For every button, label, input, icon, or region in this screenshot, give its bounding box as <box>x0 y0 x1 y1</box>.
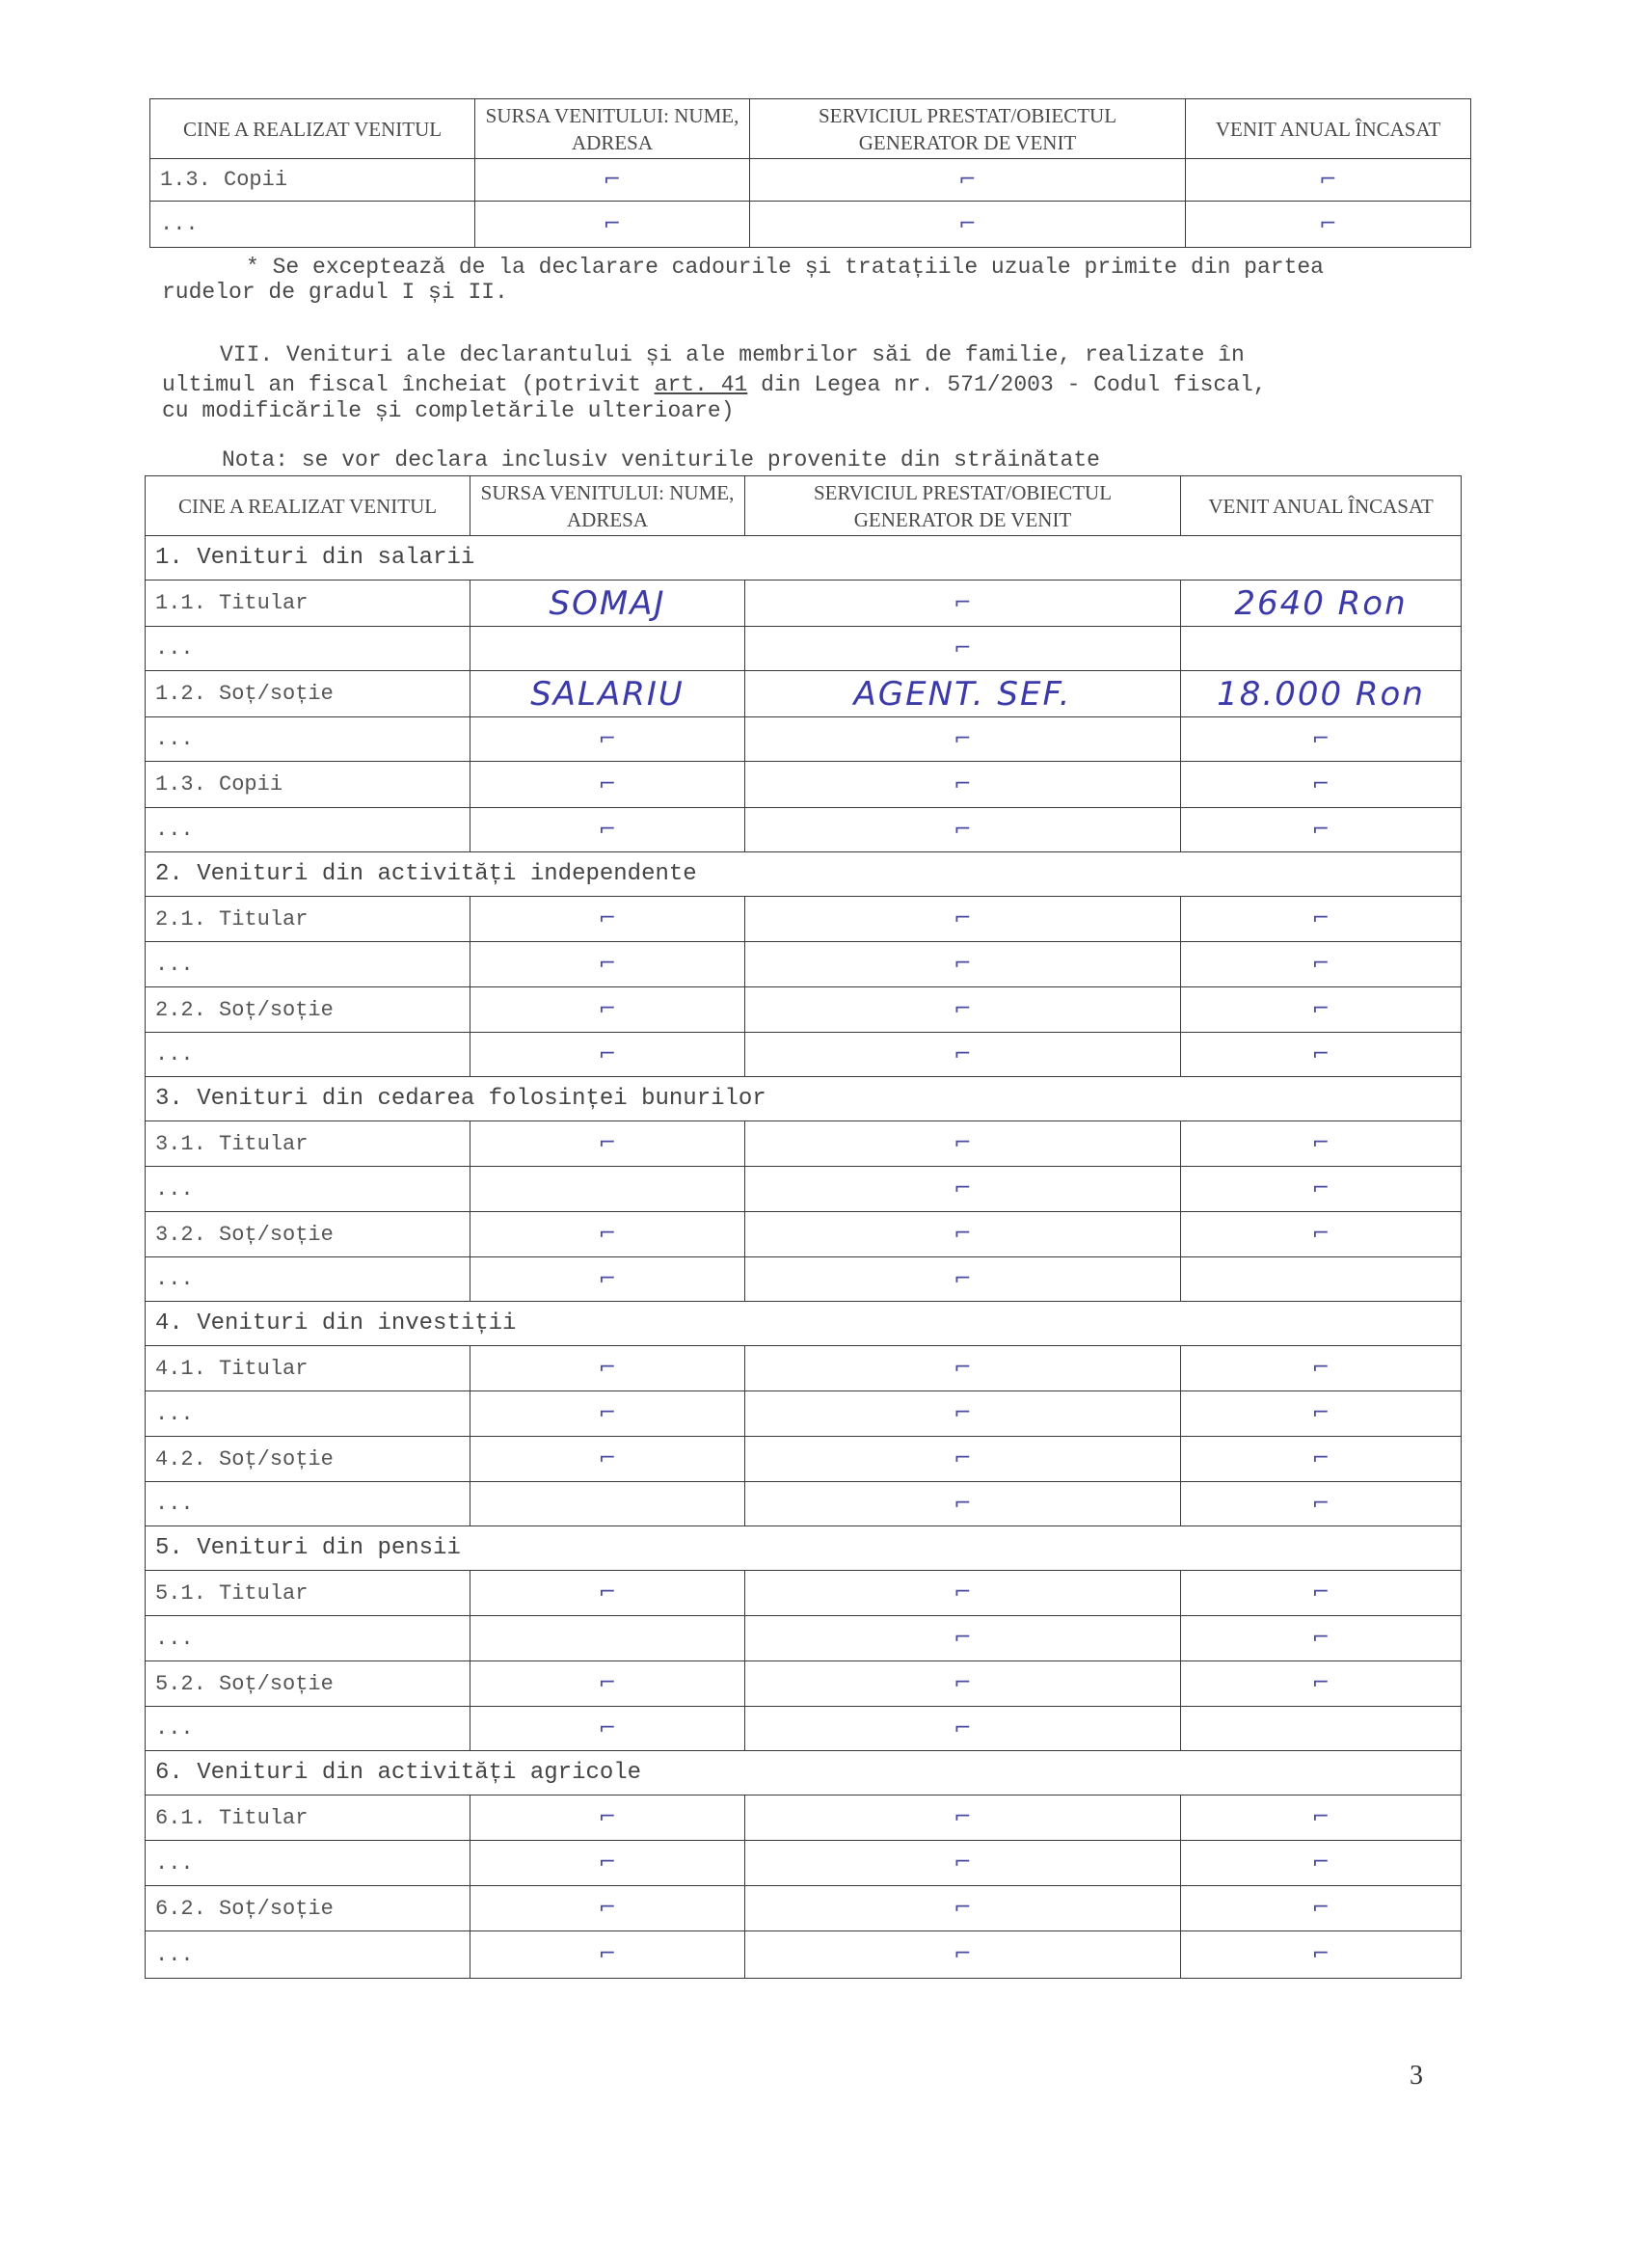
dash-mark: ⌐ <box>954 1131 972 1155</box>
row-label: ... <box>146 1391 470 1437</box>
dash-mark: ⌐ <box>1311 1805 1330 1829</box>
dash-mark: ⌐ <box>598 771 617 796</box>
dash-mark: ⌐ <box>603 211 622 236</box>
table-row <box>146 1796 1462 1841</box>
dash-mark: ⌐ <box>954 1401 972 1425</box>
dash-mark: ⌐ <box>598 1131 617 1155</box>
dash-mark: ⌐ <box>598 1222 617 1246</box>
table-row <box>146 897 1462 942</box>
dash-mark: ⌐ <box>1311 1626 1330 1650</box>
row-label: 4.2. Soț/soție <box>146 1437 470 1482</box>
dash-mark: ⌐ <box>598 1041 617 1066</box>
row-label: 4.1. Titular <box>146 1346 470 1391</box>
dash-mark: ⌐ <box>954 1580 972 1605</box>
dash-mark: ⌐ <box>1311 952 1330 976</box>
table-row <box>146 808 1462 852</box>
row-label: 2.1. Titular <box>146 897 470 942</box>
handwritten-value: 18.000 Ron <box>1217 674 1425 714</box>
dash-mark: ⌐ <box>1311 1491 1330 1516</box>
table-header-row <box>146 476 1462 536</box>
row-label: 3.2. Soț/soție <box>146 1212 470 1257</box>
table-row <box>150 202 1471 248</box>
table-row <box>146 1167 1462 1212</box>
section-heading: 2. Venituri din activități independente <box>146 852 1462 897</box>
dash-mark: ⌐ <box>1311 1580 1330 1605</box>
section-vii-text: ultimul an fiscal încheiat (potrivit <box>162 372 655 397</box>
row-label: ... <box>146 1616 470 1661</box>
handwritten-value: SALARIU <box>530 674 685 714</box>
table-row <box>146 1212 1462 1257</box>
header-cell: SURSA VENITULUI: NUME, ADRESA <box>470 476 745 536</box>
dash-mark: ⌐ <box>1311 906 1330 931</box>
dash-mark: ⌐ <box>1311 1222 1330 1246</box>
dash-mark: ⌐ <box>954 1671 972 1695</box>
handwritten-value: SOMAJ <box>549 583 666 623</box>
table-row <box>146 1931 1462 1979</box>
row-label: ... <box>146 717 470 762</box>
dash-mark: ⌐ <box>598 1671 617 1695</box>
section-heading: 4. Venituri din investiții <box>146 1302 1462 1346</box>
table-row <box>146 1391 1462 1437</box>
table-row <box>146 1482 1462 1526</box>
row-label: 5.1. Titular <box>146 1571 470 1616</box>
row-label: ... <box>146 1482 470 1526</box>
dash-mark: ⌐ <box>603 167 622 192</box>
dash-mark: ⌐ <box>954 1850 972 1875</box>
dash-mark: ⌐ <box>598 817 617 842</box>
dash-mark: ⌐ <box>1311 817 1330 842</box>
dash-mark: ⌐ <box>598 726 617 751</box>
footnote-line: * Se exceptează de la declarare cadourile și tratațiile uzuale primite din partea <box>246 255 1324 280</box>
top-income-table <box>149 98 1471 248</box>
section-row <box>146 1526 1462 1571</box>
table-row <box>146 1707 1462 1751</box>
row-label: ... <box>146 1931 470 1979</box>
dash-mark: ⌐ <box>598 1266 617 1291</box>
table-row <box>146 987 1462 1033</box>
table-header-row <box>150 99 1471 159</box>
dash-mark: ⌐ <box>954 906 972 931</box>
dash-mark: ⌐ <box>1311 1671 1330 1695</box>
dash-mark: ⌐ <box>1311 1356 1330 1380</box>
dash-mark: ⌐ <box>958 211 977 236</box>
table-row <box>146 942 1462 987</box>
dash-mark: ⌐ <box>598 1580 617 1605</box>
table-row <box>146 1437 1462 1482</box>
dash-mark: ⌐ <box>598 1805 617 1829</box>
header-cell: SERVICIUL PRESTAT/OBIECTUL GENERATOR DE VENIT <box>745 476 1181 536</box>
dash-mark: ⌐ <box>1311 1896 1330 1920</box>
dash-mark: ⌐ <box>1311 1131 1330 1155</box>
dash-mark: ⌐ <box>1311 1850 1330 1875</box>
dash-mark: ⌐ <box>598 1446 617 1471</box>
footnote-line: rudelor de gradul I și II. <box>162 280 508 305</box>
table-row <box>146 671 1462 717</box>
section-row <box>146 1077 1462 1121</box>
dash-mark: ⌐ <box>954 952 972 976</box>
dash-mark: ⌐ <box>954 1041 972 1066</box>
dash-mark: ⌐ <box>1311 1446 1330 1471</box>
dash-mark: ⌐ <box>954 1446 972 1471</box>
dash-mark: ⌐ <box>954 1626 972 1650</box>
row-label: ... <box>146 1841 470 1886</box>
header-cell: CINE A REALIZAT VENITUL <box>146 476 470 536</box>
row-label: ... <box>146 1707 470 1751</box>
dash-mark: ⌐ <box>1311 771 1330 796</box>
dash-mark: ⌐ <box>598 1896 617 1920</box>
section-row <box>146 852 1462 897</box>
section-row <box>146 1302 1462 1346</box>
row-label: 5.2. Soț/soție <box>146 1661 470 1707</box>
dash-mark: ⌐ <box>1311 997 1330 1021</box>
dash-mark: ⌐ <box>954 1715 972 1741</box>
dash-mark: ⌐ <box>954 1805 972 1829</box>
dash-mark: ⌐ <box>954 590 972 615</box>
dash-mark: ⌐ <box>954 635 972 661</box>
table-row <box>146 1661 1462 1707</box>
table-row <box>146 1033 1462 1077</box>
row-label: ... <box>146 942 470 987</box>
table-row <box>146 1616 1462 1661</box>
dash-mark: ⌐ <box>954 1222 972 1246</box>
dash-mark: ⌐ <box>954 1356 972 1380</box>
table-row <box>146 580 1462 627</box>
table-row <box>146 1886 1462 1931</box>
header-cell: VENIT ANUAL ÎNCASAT <box>1186 99 1471 159</box>
nota-line: Nota: se vor declara inclusiv veniturile provenite din străinătate <box>222 447 1100 472</box>
dash-mark: ⌐ <box>598 952 617 976</box>
table-row <box>146 1121 1462 1167</box>
row-label: 1.3. Copii <box>150 159 475 202</box>
dash-mark: ⌐ <box>598 1942 617 1966</box>
row-label: 6.2. Soț/soție <box>146 1886 470 1931</box>
row-label: ... <box>146 627 470 671</box>
dash-mark: ⌐ <box>1311 726 1330 751</box>
dash-mark: ⌐ <box>954 1896 972 1920</box>
income-table <box>145 475 1462 1979</box>
row-label: 6.1. Titular <box>146 1796 470 1841</box>
dash-mark: ⌐ <box>1319 211 1337 236</box>
dash-mark: ⌐ <box>598 1715 617 1741</box>
dash-mark: ⌐ <box>954 1942 972 1966</box>
row-label: 1.3. Copii <box>146 762 470 808</box>
law-article-link[interactable]: art. 41 <box>654 372 748 397</box>
handwritten-value: 2640 Ron <box>1234 583 1408 623</box>
dash-mark: ⌐ <box>598 1850 617 1875</box>
table-row <box>146 627 1462 671</box>
row-label: ... <box>146 808 470 852</box>
page-number: 3 <box>1410 2061 1423 2091</box>
row-label: ... <box>146 1257 470 1302</box>
section-vii-title: VII. Venituri ale declarantului și ale membrilor săi de familie, realizate în <box>220 342 1245 367</box>
row-label: ... <box>146 1167 470 1212</box>
section-row <box>146 536 1462 580</box>
dash-mark: ⌐ <box>954 817 972 842</box>
table-row <box>146 1571 1462 1616</box>
row-label: 3.1. Titular <box>146 1121 470 1167</box>
dash-mark: ⌐ <box>1319 167 1337 192</box>
section-heading: 1. Venituri din salarii <box>146 536 1462 580</box>
header-cell: SERVICIUL PRESTAT/OBIECTUL GENERATOR DE VENIT <box>750 99 1186 159</box>
handwritten-value: AGENT. SEF. <box>853 674 1072 714</box>
dash-mark: ⌐ <box>1311 1041 1330 1066</box>
dash-mark: ⌐ <box>1311 1401 1330 1425</box>
row-label: 1.1. Titular <box>146 580 470 627</box>
dash-mark: ⌐ <box>954 997 972 1021</box>
table-row <box>146 1346 1462 1391</box>
dash-mark: ⌐ <box>598 1356 617 1380</box>
dash-mark: ⌐ <box>1311 1942 1330 1966</box>
header-cell: SURSA VENITULUI: NUME, ADRESA <box>475 99 750 159</box>
row-label: 2.2. Soț/soție <box>146 987 470 1033</box>
row-label: 1.2. Soț/soție <box>146 671 470 717</box>
dash-mark: ⌐ <box>954 771 972 796</box>
table-row <box>150 159 1471 202</box>
table-row <box>146 762 1462 808</box>
dash-mark: ⌐ <box>598 906 617 931</box>
dash-mark: ⌐ <box>954 1266 972 1291</box>
header-cell: CINE A REALIZAT VENITUL <box>150 99 475 159</box>
table-row <box>146 1841 1462 1886</box>
dash-mark: ⌐ <box>598 1401 617 1425</box>
dash-mark: ⌐ <box>954 1176 972 1201</box>
header-cell: VENIT ANUAL ÎNCASAT <box>1181 476 1462 536</box>
section-heading: 3. Venituri din cedarea folosinței bunurilor <box>146 1077 1462 1121</box>
dash-mark: ⌐ <box>954 1491 972 1516</box>
section-vii-line: cu modificările și completările ulterioare) <box>162 398 735 423</box>
dash-mark: ⌐ <box>1311 1176 1330 1201</box>
section-row <box>146 1751 1462 1796</box>
section-heading: 6. Venituri din activități agricole <box>146 1751 1462 1796</box>
section-heading: 5. Venituri din pensii <box>146 1526 1462 1571</box>
dash-mark: ⌐ <box>598 997 617 1021</box>
dash-mark: ⌐ <box>958 167 977 192</box>
dash-mark: ⌐ <box>954 726 972 751</box>
row-label: ... <box>146 1033 470 1077</box>
section-vii-text: din Legea nr. 571/2003 - Codul fiscal, <box>747 372 1267 397</box>
row-label: ... <box>150 202 475 248</box>
table-row <box>146 1257 1462 1302</box>
table-row <box>146 717 1462 762</box>
